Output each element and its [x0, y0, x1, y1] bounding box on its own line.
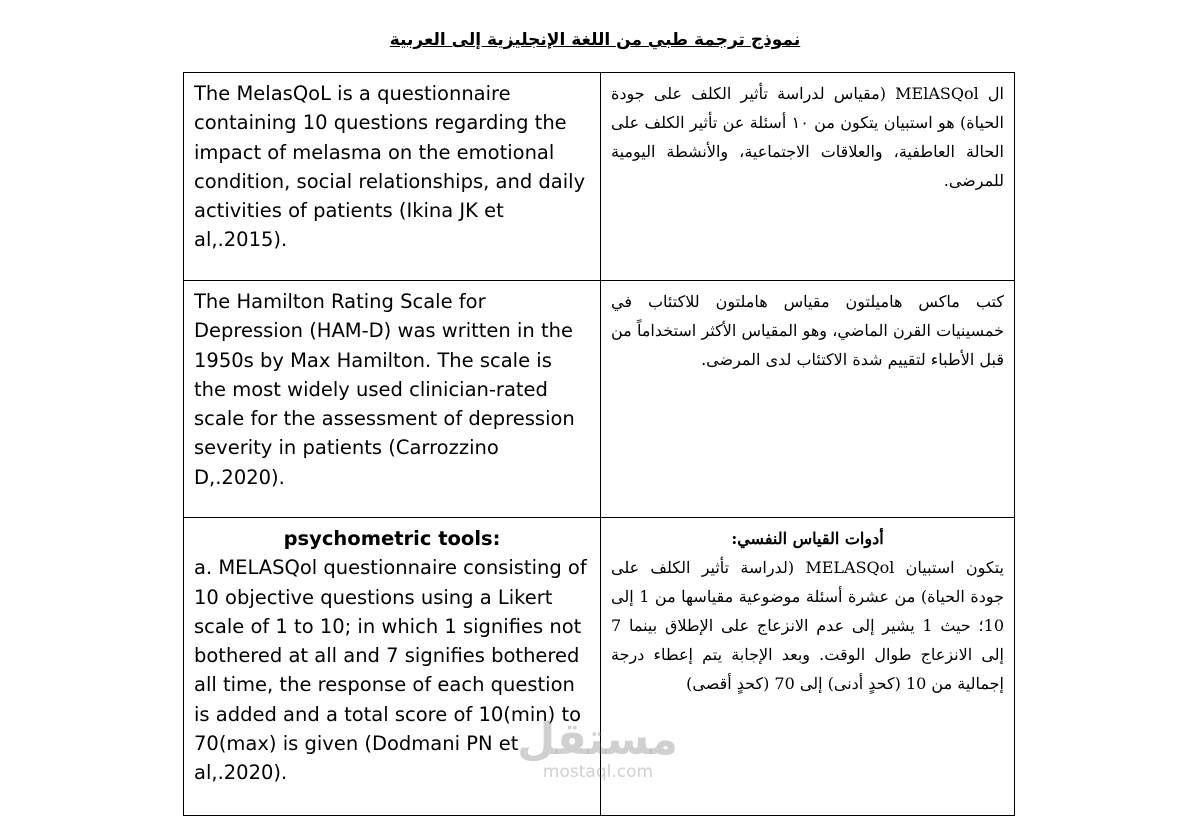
- arabic-paragraph: يتكون استبيان MELASQol (لدراسة تأثير الكلف على جودة الحياة) من عشرة أسئلة موضوعية مقياسها من 1 إلى 10؛ حيث 1 يشير إلى عدم الانزعاج على الإطلاق بينما 7 إلى الانزعاج طوال الوقت. وبعد الإجابة يتم إعطاء درجة إجمالية من 10 (كحدٍ أدنى) إلى 70 (كحدٍ أقصى): [611, 558, 1005, 693]
- arabic-section-heading: أدوات القياس النفسي:: [731, 529, 884, 548]
- english-cell: The Hamilton Rating Scale for Depression (HAM-D) was written in the 1950s by Max Hamilton. The scale is the most widely used clinician-rated scale for the assessment of depression severity in patients (Carrozzino D,.2020).: [184, 281, 601, 518]
- english-section-heading: psychometric tools:: [283, 527, 501, 550]
- document-title: نموذج ترجمة طبي من اللغة الإنجليزية إلى العربية: [389, 30, 801, 50]
- watermark-logo-text: مستقل: [517, 714, 678, 765]
- table-row: [184, 281, 1015, 518]
- mostaql-watermark: [517, 714, 678, 782]
- translation-table: [183, 72, 1015, 816]
- arabic-cell: كتب ماكس هاميلتون مقياس هاملتون للاكتئاب في خمسينيات القرن الماضي، وهو المقياس الأكثر استخداماً من قبل الأطباء لتقييم شدة الاكتئاب لدى المرضى.: [601, 281, 1015, 518]
- watermark-url: mostaql.com: [542, 762, 654, 782]
- english-cell: The MelasQoL is a questionnaire containing 10 questions regarding the impact of melasma on the emotional condition, social relationships, and daily activities of patients (Ikina JK et al,.2015).: [184, 73, 601, 281]
- english-paragraph: a. MELASQol questionnaire consisting of 10 objective questions using a Likert scale of 1 to 10; in which 1 signifies not bothered at all and 7 signifies bothered all time, the response of each question is added and a total score of 10(min) to 70(max) is given (Dodmani PN et al,.2020).: [194, 556, 587, 785]
- arabic-cell: ال MElASQol (مقياس لدراسة تأثير الكلف على جودة الحياة) هو استبيان يتكون من ١٠ أسئلة عن تأثير الكلف على الحالة العاطفية، والعلاقات الاجتماعية، والأنشطة اليومية للمرضى.: [601, 73, 1015, 281]
- table-row: [184, 73, 1015, 281]
